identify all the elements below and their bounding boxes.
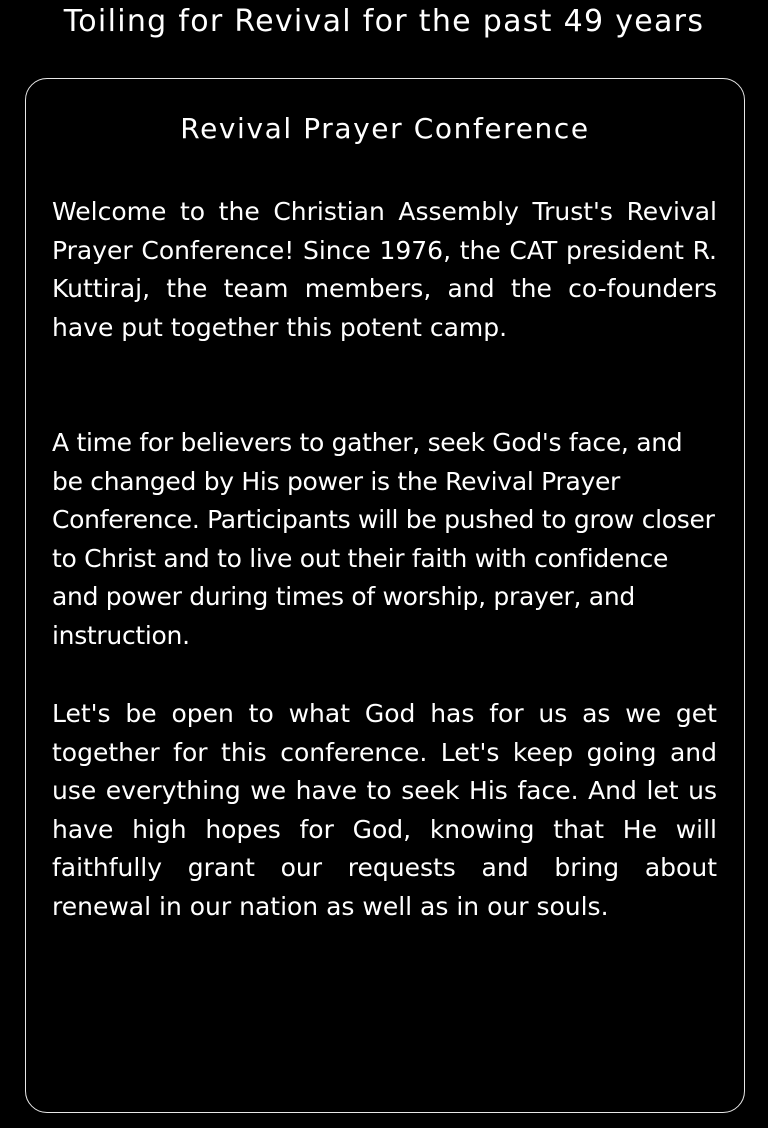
page-tagline: Toiling for Revival for the past 49 years: [63, 4, 705, 39]
conference-title: Revival Prayer Conference: [180, 112, 590, 145]
welcome-paragraph: Welcome to the Christian Assembly Trust's Revival Prayer Conference! Since 1976, the CAT president R. Kuttiraj, the team members, and the co-founders have put together this potent camp.: [52, 197, 717, 342]
description-paragraph: A time for believers to gather, seek God's face, and be changed by His power is the Revival Prayer Conference. Participants will be pushed to grow closer to Christ and to live out their faith with confidence and power during times of worship, prayer, and instruction.: [52, 428, 715, 650]
invitation-paragraph: Let's be open to what God has for us as we get together for this conference. Let's keep going and use everything we have to seek His face. And let us have high hopes for God, knowing that He will faithfully grant our requests and bring about renewal in our nation as well as in our souls.: [52, 699, 717, 921]
